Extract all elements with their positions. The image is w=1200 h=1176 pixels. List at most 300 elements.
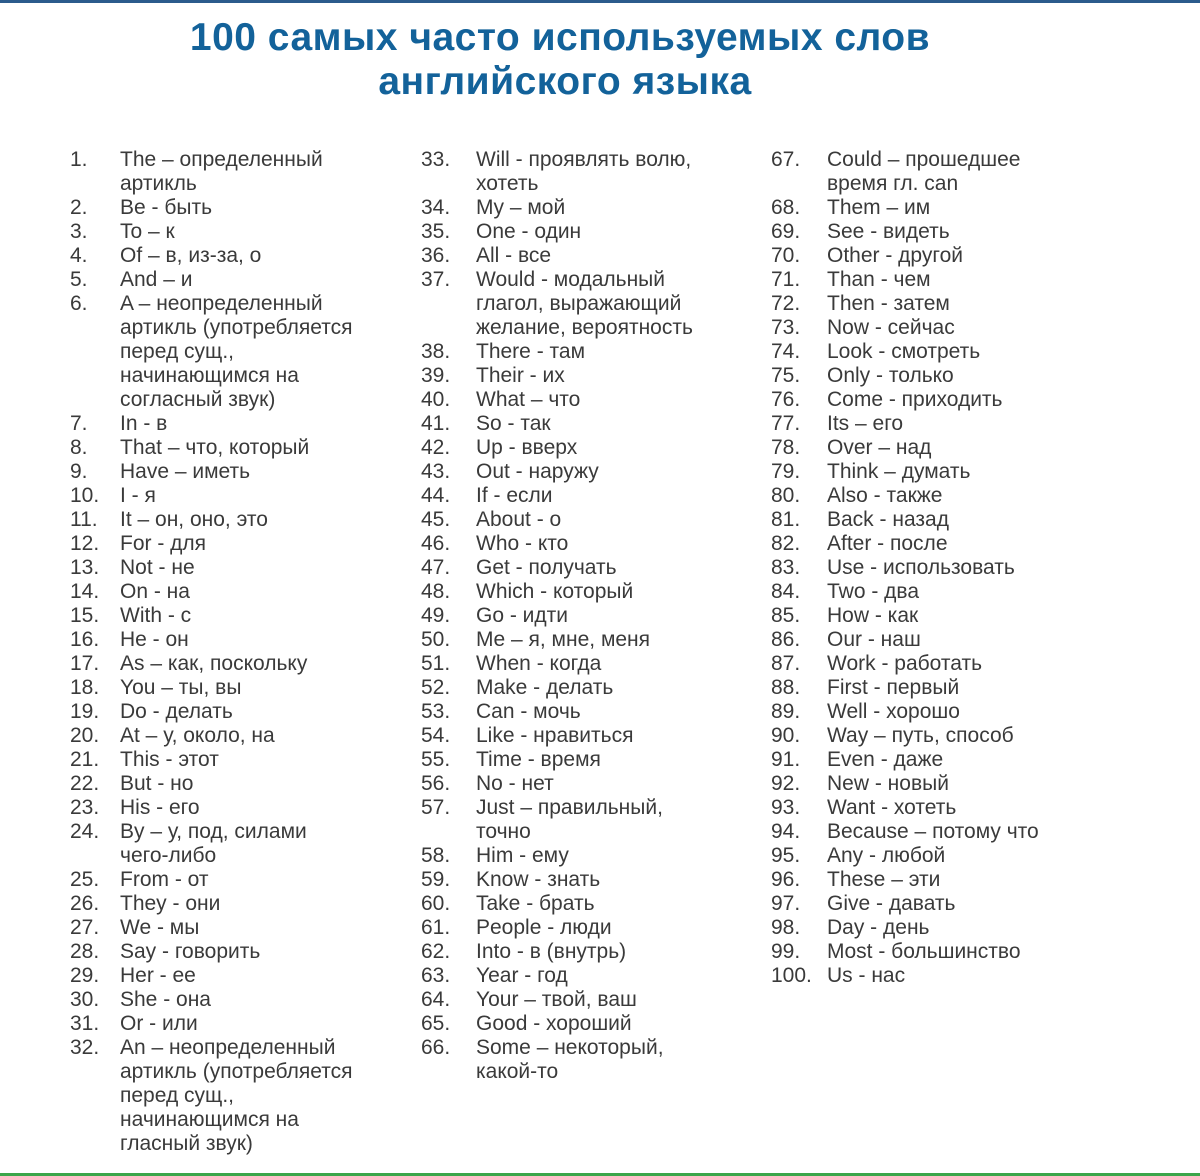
list-item	[771, 556, 1191, 580]
list-item	[70, 436, 415, 460]
list-item	[771, 652, 1191, 676]
item-number: 58.	[421, 844, 451, 867]
item-number: 15.	[70, 604, 100, 627]
item-text: There - там	[476, 340, 586, 363]
item-number: 8.	[70, 436, 88, 459]
item-number: 6.	[70, 292, 88, 315]
item-text: These – эти	[827, 868, 941, 891]
item-number: 17.	[70, 652, 100, 675]
item-text: Would - модальный глагол, выражающий желание, вероятность	[476, 268, 693, 339]
list-item	[70, 628, 415, 652]
item-text: Know - знать	[476, 868, 601, 891]
list-item	[771, 820, 1191, 844]
item-text: Do - делать	[120, 700, 233, 723]
item-number: 37.	[421, 268, 451, 291]
list-item	[771, 772, 1191, 796]
item-text: Of – в, из-за, о	[120, 244, 262, 267]
item-number: 1.	[70, 148, 88, 171]
item-text: The – определенный артикль	[120, 148, 323, 195]
list-item	[771, 412, 1191, 436]
word-list-column-2	[421, 148, 766, 1084]
item-number: 61.	[421, 916, 451, 939]
item-text: Their - их	[476, 364, 565, 387]
list-item	[70, 892, 415, 916]
item-number: 10.	[70, 484, 100, 507]
item-text: To – к	[120, 220, 175, 243]
list-item	[771, 916, 1191, 940]
item-number: 44.	[421, 484, 451, 507]
list-item	[421, 676, 766, 700]
list-item	[421, 484, 766, 508]
item-number: 24.	[70, 820, 100, 843]
item-number: 71.	[771, 268, 801, 291]
item-text: Who - кто	[476, 532, 569, 555]
item-text: New - новый	[827, 772, 949, 795]
item-text: Most - большинство	[827, 940, 1021, 963]
item-text: An – неопределенный артикль (употребляется перед сущ., начинающимся на гласный звук)	[120, 1036, 353, 1155]
list-item	[70, 964, 415, 988]
item-text: One - один	[476, 220, 582, 243]
item-number: 55.	[421, 748, 451, 771]
list-item	[70, 748, 415, 772]
list-item	[421, 748, 766, 772]
item-number: 40.	[421, 388, 451, 411]
item-text: Or - или	[120, 1012, 198, 1035]
list-item	[70, 1036, 415, 1156]
item-number: 74.	[771, 340, 801, 363]
list-item	[421, 940, 766, 964]
list-item	[421, 604, 766, 628]
item-number: 46.	[421, 532, 451, 555]
item-number: 41.	[421, 412, 451, 435]
list-item	[771, 388, 1191, 412]
item-number: 36.	[421, 244, 451, 267]
item-number: 56.	[421, 772, 451, 795]
list-item	[70, 676, 415, 700]
item-number: 94.	[771, 820, 801, 843]
item-number: 54.	[421, 724, 451, 747]
list-item	[421, 796, 766, 844]
item-number: 59.	[421, 868, 451, 891]
item-number: 39.	[421, 364, 451, 387]
list-item	[771, 628, 1191, 652]
item-number: 16.	[70, 628, 100, 651]
list-item	[70, 772, 415, 796]
list-item	[771, 436, 1191, 460]
list-item	[70, 556, 415, 580]
list-item	[70, 292, 415, 412]
list-item	[421, 1012, 766, 1036]
page-title-line-1: 100 самых часто используемых слов	[189, 16, 931, 59]
list-item	[771, 220, 1191, 244]
item-text: At – у, около, на	[120, 724, 275, 747]
item-text: Now - сейчас	[827, 316, 955, 339]
item-text: Me – я, мне, меня	[476, 628, 651, 651]
page-title-line-2: английского языка	[378, 60, 752, 103]
item-text: Over – над	[827, 436, 932, 459]
item-text: All - все	[476, 244, 552, 267]
list-item	[421, 388, 766, 412]
item-number: 86.	[771, 628, 801, 651]
item-text: Will - проявлять волю, хотеть	[476, 148, 692, 195]
item-number: 62.	[421, 940, 451, 963]
item-number: 19.	[70, 700, 100, 723]
item-number: 60.	[421, 892, 451, 915]
item-text: With - с	[120, 604, 192, 627]
list-item	[70, 652, 415, 676]
list-item	[421, 1036, 766, 1084]
list-item	[421, 652, 766, 676]
item-text: Any - любой	[827, 844, 946, 867]
item-number: 28.	[70, 940, 100, 963]
list-item	[771, 268, 1191, 292]
item-number: 81.	[771, 508, 801, 531]
item-text: And – и	[120, 268, 193, 291]
list-item	[421, 868, 766, 892]
item-number: 27.	[70, 916, 100, 939]
item-number: 22.	[70, 772, 100, 795]
list-item	[421, 148, 766, 196]
list-item	[421, 964, 766, 988]
item-number: 31.	[70, 1012, 100, 1035]
item-text: He - он	[120, 628, 189, 651]
item-text: Only - только	[827, 364, 954, 387]
item-text: Than - чем	[827, 268, 931, 291]
item-text: Up - вверх	[476, 436, 578, 459]
item-text: Use - использовать	[827, 556, 1015, 579]
item-number: 78.	[771, 436, 801, 459]
item-text: Good - хороший	[476, 1012, 632, 1035]
item-text: They - они	[120, 892, 221, 915]
item-text: Other - другой	[827, 244, 963, 267]
item-number: 57.	[421, 796, 451, 819]
item-number: 50.	[421, 628, 451, 651]
item-text: We - мы	[120, 916, 200, 939]
list-item	[771, 748, 1191, 772]
item-text: In - в	[120, 412, 168, 435]
item-text: Have – иметь	[120, 460, 251, 483]
item-text: Well - хорошо	[827, 700, 960, 723]
item-number: 42.	[421, 436, 451, 459]
item-text: Him - ему	[476, 844, 569, 867]
list-item	[771, 604, 1191, 628]
item-text: What – что	[476, 388, 581, 411]
list-item	[421, 724, 766, 748]
list-item	[70, 508, 415, 532]
item-text: See - видеть	[827, 220, 950, 243]
item-number: 21.	[70, 748, 100, 771]
item-text: Take - брать	[476, 892, 595, 915]
item-text: Time - время	[476, 748, 601, 771]
item-number: 25.	[70, 868, 100, 891]
list-item	[771, 244, 1191, 268]
item-number: 77.	[771, 412, 801, 435]
list-item	[771, 892, 1191, 916]
item-text: Not - не	[120, 556, 195, 579]
list-item	[421, 268, 766, 340]
item-text: Because – потому что	[827, 820, 1039, 843]
item-number: 73.	[771, 316, 801, 339]
list-item	[70, 412, 415, 436]
item-text: So - так	[476, 412, 551, 435]
list-item	[421, 436, 766, 460]
list-item	[70, 532, 415, 556]
item-number: 2.	[70, 196, 88, 219]
item-text: Year - год	[476, 964, 568, 987]
list-item	[70, 148, 415, 196]
item-number: 32.	[70, 1036, 100, 1059]
list-item	[771, 508, 1191, 532]
item-number: 80.	[771, 484, 801, 507]
list-item	[771, 460, 1191, 484]
item-text: Them – им	[827, 196, 931, 219]
item-text: When - когда	[476, 652, 602, 675]
item-text: Look - смотреть	[827, 340, 981, 363]
list-item	[771, 844, 1191, 868]
item-number: 29.	[70, 964, 100, 987]
item-number: 43.	[421, 460, 451, 483]
list-item	[70, 820, 415, 868]
list-item	[421, 844, 766, 868]
item-text: Two - два	[827, 580, 920, 603]
list-item	[421, 892, 766, 916]
item-number: 45.	[421, 508, 451, 531]
item-number: 92.	[771, 772, 801, 795]
item-number: 5.	[70, 268, 88, 291]
item-number: 84.	[771, 580, 801, 603]
item-number: 67.	[771, 148, 801, 171]
list-item	[421, 364, 766, 388]
item-text: Then - затем	[827, 292, 950, 315]
item-number: 91.	[771, 748, 801, 771]
list-item	[70, 460, 415, 484]
item-text: Back - назад	[827, 508, 949, 531]
item-number: 20.	[70, 724, 100, 747]
item-text: Can - мочь	[476, 700, 581, 723]
item-text: Get - получать	[476, 556, 617, 579]
item-number: 49.	[421, 604, 451, 627]
list-item	[70, 916, 415, 940]
item-number: 3.	[70, 220, 88, 243]
item-number: 79.	[771, 460, 801, 483]
item-text: Our - наш	[827, 628, 921, 651]
list-item	[70, 196, 415, 220]
list-item	[421, 508, 766, 532]
item-text: But - но	[120, 772, 194, 795]
list-item	[771, 364, 1191, 388]
item-text: For - для	[120, 532, 207, 555]
list-item	[70, 1012, 415, 1036]
list-item	[421, 772, 766, 796]
item-number: 90.	[771, 724, 801, 747]
list-item	[421, 340, 766, 364]
item-number: 53.	[421, 700, 451, 723]
item-number: 87.	[771, 652, 801, 675]
item-text: A – неопределенный артикль (употребляется перед сущ., начинающимся на согласный звук)	[120, 292, 353, 411]
list-item	[771, 196, 1191, 220]
item-text: Could – прошедшее время гл. can	[827, 148, 1021, 195]
list-item	[771, 580, 1191, 604]
item-number: 95.	[771, 844, 801, 867]
item-text: Its – его	[827, 412, 904, 435]
list-item	[70, 484, 415, 508]
item-number: 64.	[421, 988, 451, 1011]
item-number: 47.	[421, 556, 451, 579]
item-number: 83.	[771, 556, 801, 579]
list-item	[771, 676, 1191, 700]
item-text: People - люди	[476, 916, 612, 939]
item-number: 69.	[771, 220, 801, 243]
list-item	[771, 964, 1191, 988]
item-number: 65.	[421, 1012, 451, 1035]
item-number: 75.	[771, 364, 801, 387]
item-text: Work - работать	[827, 652, 983, 675]
item-text: No - нет	[476, 772, 554, 795]
item-number: 30.	[70, 988, 100, 1011]
list-item	[421, 556, 766, 580]
item-text: On - на	[120, 580, 190, 603]
item-text: I - я	[120, 484, 156, 507]
item-number: 33.	[421, 148, 451, 171]
list-item	[771, 940, 1191, 964]
item-text: From - от	[120, 868, 209, 891]
list-item	[421, 700, 766, 724]
item-text: First - первый	[827, 676, 960, 699]
item-number: 18.	[70, 676, 100, 699]
item-text: Want - хотеть	[827, 796, 957, 819]
item-number: 98.	[771, 916, 801, 939]
item-text: Out - наружу	[476, 460, 599, 483]
item-number: 82.	[771, 532, 801, 555]
item-text: Like - нравиться	[476, 724, 634, 747]
list-item	[771, 724, 1191, 748]
item-number: 99.	[771, 940, 801, 963]
item-text: Her - ее	[120, 964, 196, 987]
item-number: 100.	[771, 964, 812, 987]
item-text: Even - даже	[827, 748, 944, 771]
item-number: 63.	[421, 964, 451, 987]
item-text: Think – думать	[827, 460, 971, 483]
item-text: Also - также	[827, 484, 943, 507]
word-list-column-1	[70, 148, 415, 1156]
item-number: 52.	[421, 676, 451, 699]
item-number: 51.	[421, 652, 451, 675]
item-number: 72.	[771, 292, 801, 315]
item-number: 23.	[70, 796, 100, 819]
item-text: Be - быть	[120, 196, 213, 219]
item-text: My – мой	[476, 196, 566, 219]
item-number: 97.	[771, 892, 801, 915]
list-item	[70, 868, 415, 892]
item-number: 96.	[771, 868, 801, 891]
item-text: About - о	[476, 508, 562, 531]
item-text: That – что, который	[120, 436, 310, 459]
item-text: Way – путь, способ	[827, 724, 1014, 747]
item-text: If - если	[476, 484, 553, 507]
list-item	[421, 244, 766, 268]
item-text: This - этот	[120, 748, 219, 771]
list-item	[421, 220, 766, 244]
list-item	[70, 220, 415, 244]
item-text: Your – твой, ваш	[476, 988, 637, 1011]
item-number: 70.	[771, 244, 801, 267]
item-text: Us - нас	[827, 964, 906, 987]
list-item	[421, 988, 766, 1012]
list-item	[771, 484, 1191, 508]
item-text: Some – некоторый, какой-то	[476, 1036, 664, 1083]
item-text: Say - говорить	[120, 940, 261, 963]
item-number: 88.	[771, 676, 801, 699]
item-text: How - как	[827, 604, 919, 627]
item-text: After - после	[827, 532, 948, 555]
list-item	[771, 796, 1191, 820]
item-number: 48.	[421, 580, 451, 603]
list-item	[421, 532, 766, 556]
item-number: 4.	[70, 244, 88, 267]
list-item	[70, 580, 415, 604]
list-item	[421, 580, 766, 604]
item-number: 13.	[70, 556, 100, 579]
list-item	[70, 700, 415, 724]
list-item	[70, 988, 415, 1012]
list-item	[421, 196, 766, 220]
item-number: 9.	[70, 460, 88, 483]
list-item	[70, 604, 415, 628]
item-text: It – он, оно, это	[120, 508, 268, 531]
item-number: 93.	[771, 796, 801, 819]
item-number: 89.	[771, 700, 801, 723]
item-text: You – ты, вы	[120, 676, 242, 699]
list-item	[771, 148, 1191, 196]
list-item	[421, 460, 766, 484]
list-item	[70, 940, 415, 964]
word-list-column-3	[771, 148, 1191, 988]
list-item	[70, 724, 415, 748]
item-number: 34.	[421, 196, 451, 219]
item-text: Make - делать	[476, 676, 614, 699]
item-number: 76.	[771, 388, 801, 411]
item-number: 85.	[771, 604, 801, 627]
list-item	[771, 340, 1191, 364]
list-item	[421, 628, 766, 652]
item-text: As – как, поскольку	[120, 652, 308, 675]
list-item	[70, 244, 415, 268]
item-number: 66.	[421, 1036, 451, 1059]
item-text: His - его	[120, 796, 200, 819]
item-text: Into - в (внутрь)	[476, 940, 627, 963]
top-border	[0, 0, 1200, 3]
item-text: Come - приходить	[827, 388, 1003, 411]
list-item	[771, 700, 1191, 724]
list-item	[771, 316, 1191, 340]
item-text: By – у, под, силами чего-либо	[120, 820, 307, 867]
item-text: Just – правильный, точно	[476, 796, 663, 843]
list-item	[771, 292, 1191, 316]
item-text: Day - день	[827, 916, 930, 939]
item-number: 26.	[70, 892, 100, 915]
list-item	[70, 796, 415, 820]
list-item	[421, 916, 766, 940]
item-number: 11.	[70, 508, 98, 531]
item-number: 14.	[70, 580, 100, 603]
item-number: 35.	[421, 220, 451, 243]
list-item	[421, 412, 766, 436]
list-item	[70, 268, 415, 292]
item-number: 38.	[421, 340, 451, 363]
item-number: 68.	[771, 196, 801, 219]
item-number: 12.	[70, 532, 100, 555]
list-item	[771, 532, 1191, 556]
